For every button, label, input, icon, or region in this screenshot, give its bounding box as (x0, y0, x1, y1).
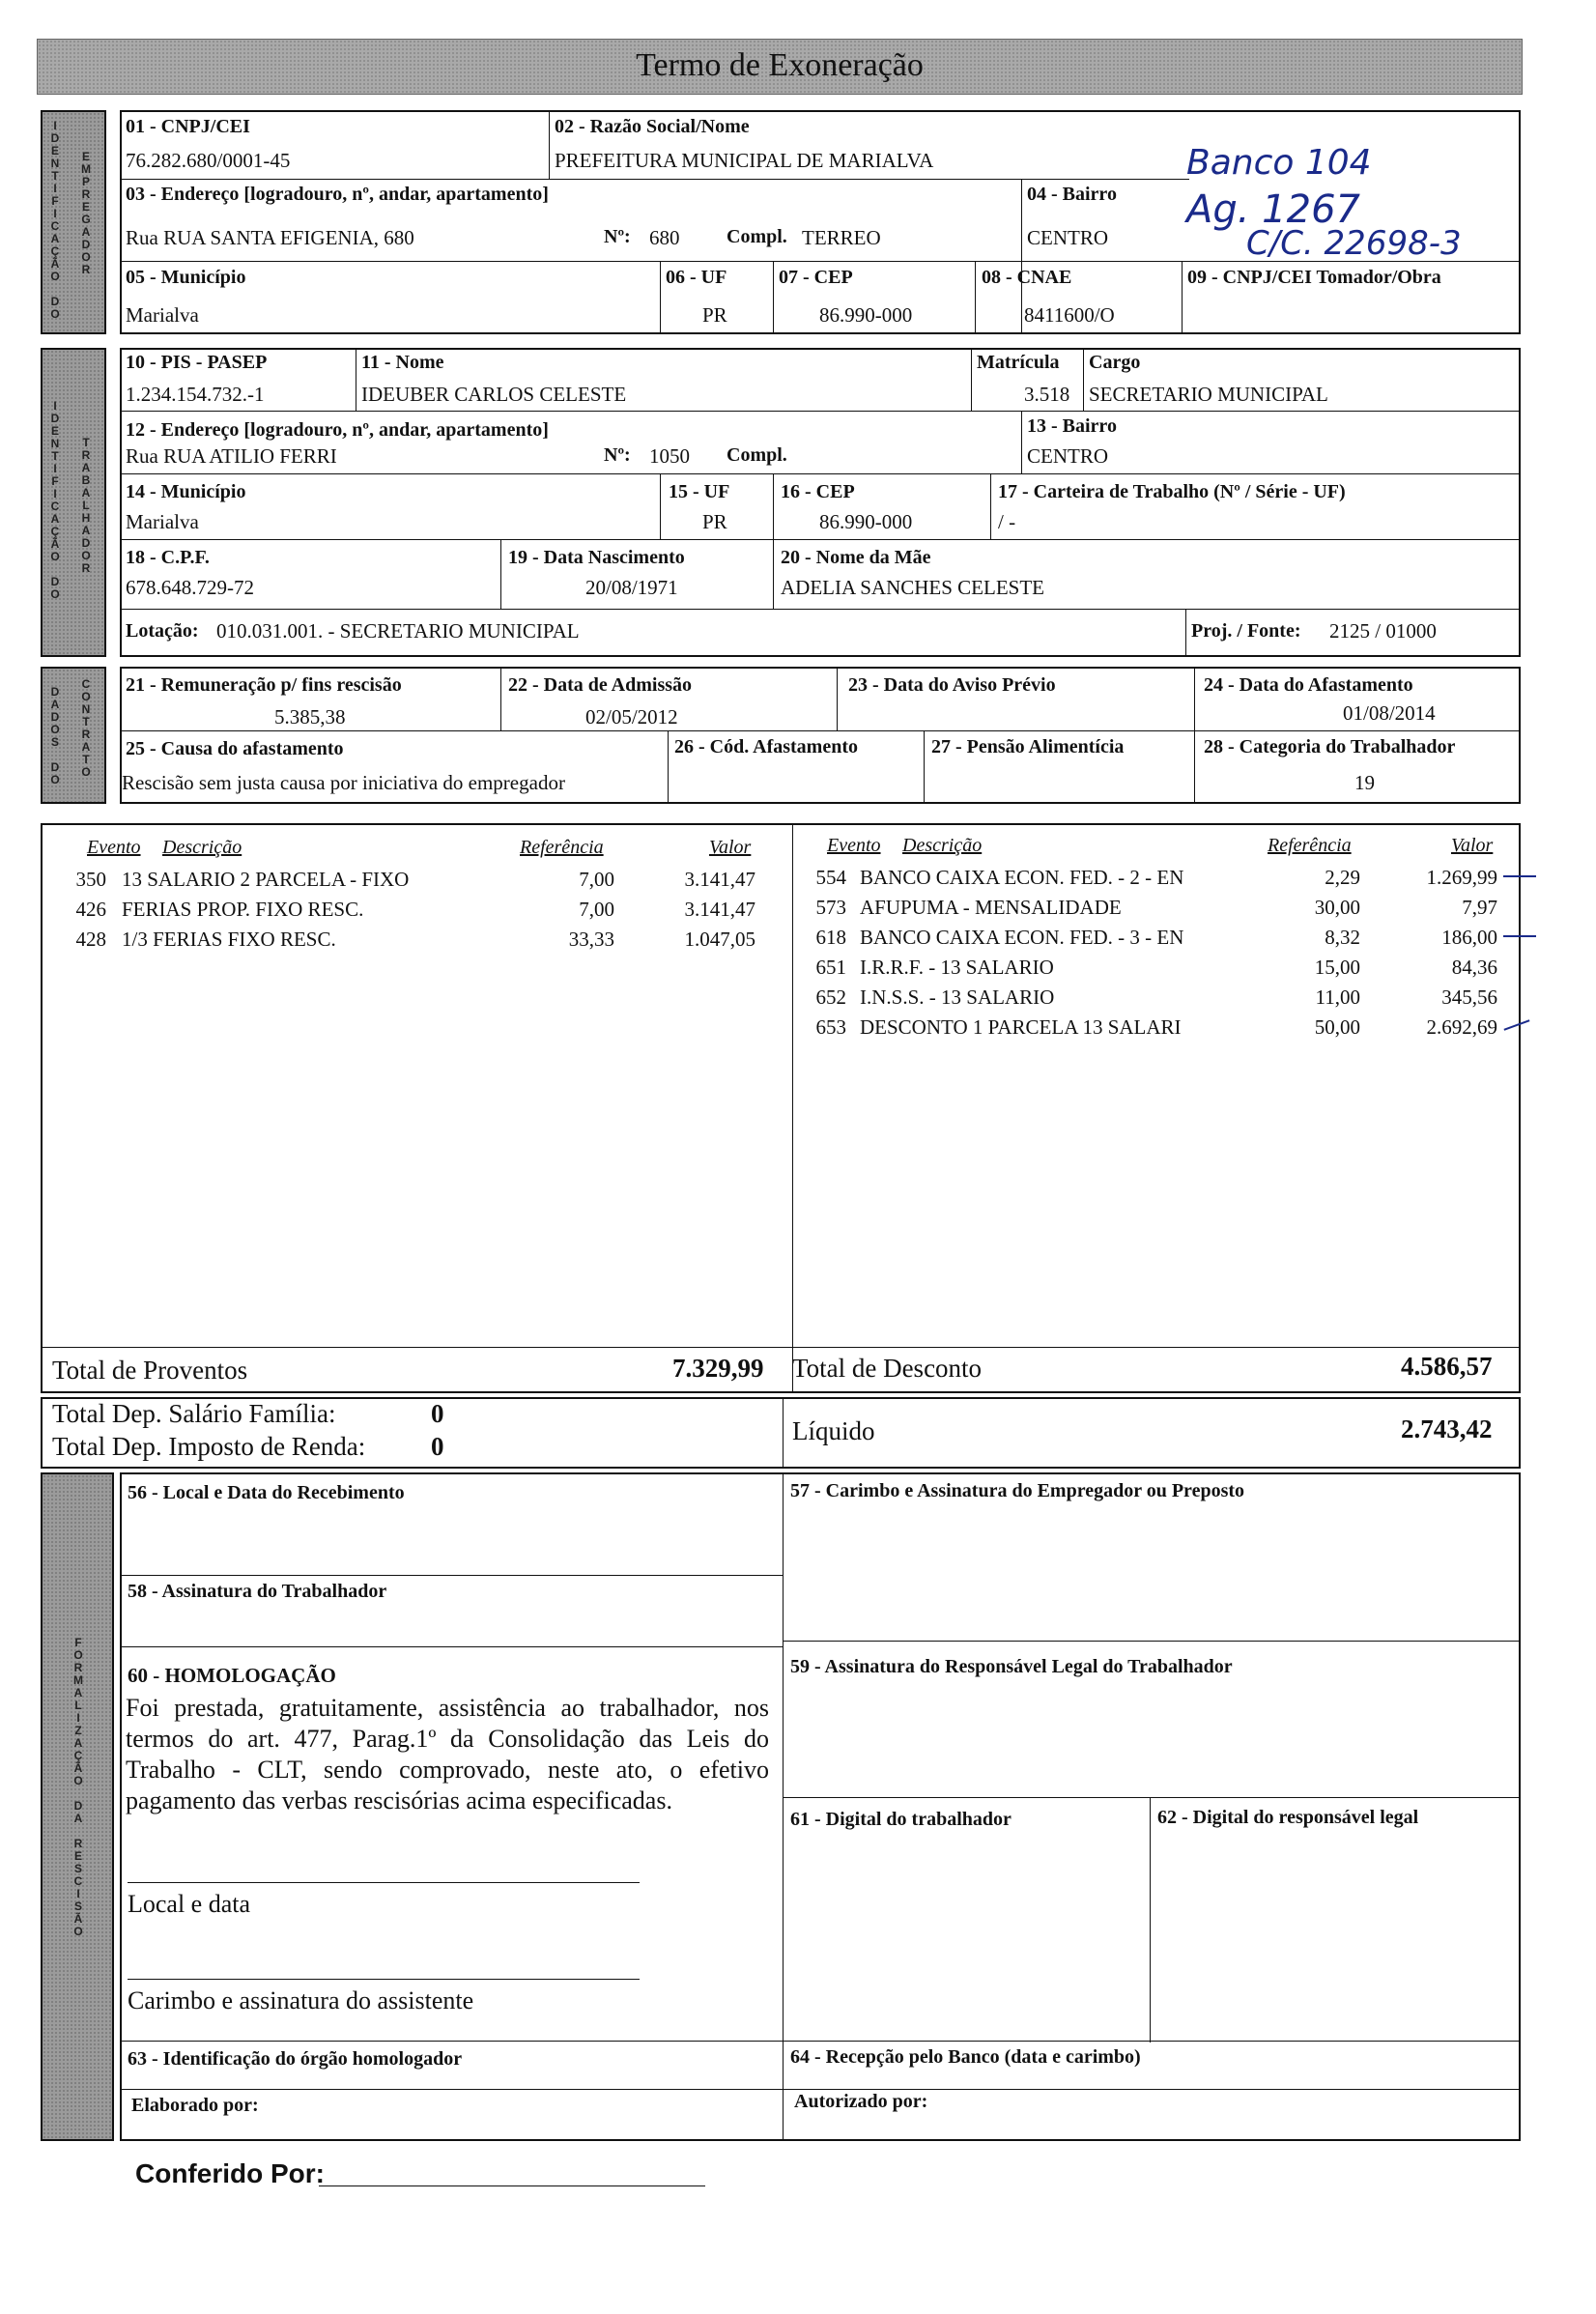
afast-value: 01/08/2014 (1343, 701, 1436, 725)
handwritten-bank: Banco 104 (1186, 143, 1372, 183)
provento-evento: 350 (75, 868, 106, 891)
desconto-valor: 84,36 (1451, 956, 1497, 979)
provento-evento: 428 (75, 928, 106, 951)
provento-descricao: 1/3 FERIAS FIXO RESC. (122, 928, 336, 951)
familia-value: 0 (431, 1399, 444, 1428)
worker-compl-label: Compl. (727, 444, 787, 466)
descontos-header-descricao: Descrição (902, 835, 983, 856)
proj-label: Proj. / Fonte: (1191, 620, 1301, 642)
handwritten-agency: Ag. 1267 (1186, 187, 1360, 232)
worker-bairro-label: 13 - Bairro (1027, 415, 1117, 437)
causa-label: 25 - Causa do afastamento (126, 738, 344, 759)
f61-label: 61 - Digital do trabalhador (790, 1809, 1012, 1830)
local-data-line (128, 1882, 640, 1883)
desconto-descricao: AFUPUMA - MENSALIDADE (860, 896, 1122, 919)
desconto-referencia: 15,00 (1314, 956, 1360, 979)
provento-referencia: 7,00 (579, 898, 614, 921)
employer-municipio-value: Marialva (126, 303, 199, 327)
provento-valor: 3.141,47 (684, 898, 755, 921)
conferido-label: Conferido Por: (135, 2158, 325, 2188)
cnpj-value: 76.282.680/0001-45 (126, 149, 291, 172)
ctps-label: 17 - Carteira de Trabalho (Nº / Série - UF) (998, 481, 1346, 502)
ctps-value: / - (998, 510, 1016, 533)
worker-uf-value: PR (702, 510, 727, 533)
razao-value: PREFEITURA MUNICIPAL DE MARIALVA (555, 149, 934, 172)
title-bar (37, 39, 1523, 95)
afast-label: 24 - Data do Afastamento (1204, 674, 1413, 696)
employer-endereco-label: 03 - Endereço [logradouro, nº, andar, apartamento] (126, 184, 549, 205)
remun-label: 21 - Remuneração p/ fins rescisão (126, 674, 402, 696)
mae-value: ADELIA SANCHES CELESTE (781, 576, 1044, 599)
desconto-evento: 554 (815, 866, 846, 889)
nome-value: IDEUBER CARLOS CELESTE (361, 383, 627, 406)
nasc-value: 20/08/1971 (585, 576, 678, 599)
mae-label: 20 - Nome da Mãe (781, 547, 931, 568)
desconto-evento: 652 (815, 986, 846, 1009)
lotacao-label: Lotação: (126, 620, 199, 642)
conferido-line (319, 2185, 705, 2186)
employer-uf-value: PR (702, 303, 727, 327)
contract-side-panel: D A D O S D O C O N T R A T O (41, 667, 106, 804)
f63-label: 63 - Identificação do órgão homologador (128, 2048, 463, 2070)
carimbo-label: Carimbo e assinatura do assistente (128, 1986, 474, 2014)
provento-valor: 3.141,47 (684, 868, 755, 891)
descontos-header-valor: Valor (1451, 835, 1494, 856)
liquido-label: Líquido (792, 1416, 875, 1445)
desconto-valor: 7,97 (1462, 896, 1497, 919)
ir-value: 0 (431, 1432, 444, 1461)
cargo-value: SECRETARIO MUNICIPAL (1089, 383, 1328, 406)
provento-valor: 1.047,05 (684, 928, 755, 951)
local-data-label: Local e data (128, 1890, 251, 1918)
ir-label: Total Dep. Imposto de Renda: (52, 1432, 366, 1461)
admissao-label: 22 - Data de Admissão (508, 674, 693, 696)
nasc-label: 19 - Data Nascimento (508, 547, 685, 568)
employer-side-panel: I D E N T I F I C A Ç Ã O D O E M P R E G A D O R (41, 110, 106, 334)
cnpj-label: 01 - CNPJ/CEI (126, 116, 250, 137)
worker-municipio-value: Marialva (126, 510, 199, 533)
provento-referencia: 7,00 (579, 868, 614, 891)
desconto-evento: 573 (815, 896, 846, 919)
razao-label: 02 - Razão Social/Nome (555, 116, 750, 137)
descontos-header-referencia: Referência (1268, 835, 1352, 856)
worker-side-panel: I D E N T I F I C A Ç Ã O D O T R A B A L H A D O R (41, 348, 106, 657)
desconto-descricao: BANCO CAIXA ECON. FED. - 2 - EN (860, 866, 1184, 889)
f59-label: 59 - Assinatura do Responsável Legal do Trabalhador (790, 1656, 1233, 1677)
desconto-referencia: 50,00 (1314, 1015, 1360, 1039)
desconto-valor: 2.692,69 (1426, 1015, 1497, 1039)
total-proventos-value: 7.329,99 (672, 1354, 764, 1383)
worker-cep-value: 86.990-000 (819, 510, 913, 533)
worker-numero-label: Nº: (604, 444, 631, 466)
cnae-value: 8411600/O (1024, 303, 1115, 327)
f57-label: 57 - Carimbo e Assinatura do Empregador ou Preposto (790, 1480, 1245, 1501)
matricula-label: Matrícula (977, 352, 1060, 373)
admissao-value: 02/05/2012 (585, 705, 678, 728)
cpf-value: 678.648.729-72 (126, 576, 254, 599)
matricula-value: 3.518 (1024, 383, 1070, 406)
employer-cep-value: 86.990-000 (819, 303, 913, 327)
carimbo-line (128, 1979, 640, 1980)
proventos-header-evento: Evento (87, 837, 141, 858)
provento-evento: 426 (75, 898, 106, 921)
lotacao-value: 010.031.001. - SECRETARIO MUNICIPAL (216, 619, 580, 643)
familia-label: Total Dep. Salário Família: (52, 1399, 336, 1428)
employer-bairro-value: CENTRO (1027, 226, 1108, 249)
f64-label: 64 - Recepção pelo Banco (data e carimbo) (790, 2046, 1141, 2068)
pis-label: 10 - PIS - PASEP (126, 352, 268, 373)
desconto-evento: 618 (815, 926, 846, 949)
f56-label: 56 - Local e Data do Recebimento (128, 1482, 405, 1503)
categoria-label: 28 - Categoria do Trabalhador (1204, 736, 1456, 757)
f62-label: 62 - Digital do responsável legal (1157, 1807, 1419, 1828)
f60-label: 60 - HOMOLOGAÇÃO (128, 1664, 336, 1687)
provento-descricao: 13 SALARIO 2 PARCELA - FIXO (122, 868, 410, 891)
desconto-valor: 186,00 (1441, 926, 1497, 949)
cpf-label: 18 - C.P.F. (126, 547, 210, 568)
employer-numero-value: 680 (649, 226, 680, 249)
desconto-referencia: 11,00 (1315, 986, 1360, 1009)
employer-bairro-label: 04 - Bairro (1027, 184, 1117, 205)
autorizado-label: Autorizado por: (794, 2091, 928, 2112)
formalization-side-panel: F O R M A L I Z A Ç Ã O D A R E S C I S Ã O (41, 1472, 114, 2141)
employer-compl-label: Compl. (727, 226, 787, 247)
total-desconto-value: 4.586,57 (1401, 1352, 1493, 1381)
worker-cep-label: 16 - CEP (781, 481, 855, 502)
f58-label: 58 - Assinatura do Trabalhador (128, 1581, 387, 1602)
worker-bairro-value: CENTRO (1027, 444, 1108, 468)
employer-cep-label: 07 - CEP (779, 267, 853, 288)
proventos-header-descricao: Descrição (162, 837, 242, 858)
desconto-evento: 651 (815, 956, 846, 979)
desconto-descricao: BANCO CAIXA ECON. FED. - 3 - EN (860, 926, 1184, 949)
cargo-label: Cargo (1089, 352, 1141, 373)
worker-uf-label: 15 - UF (669, 481, 730, 502)
desconto-evento: 653 (815, 1015, 846, 1039)
causa-value: Rescisão sem justa causa por iniciativa do empregador (122, 771, 565, 794)
desconto-valor: 345,56 (1441, 986, 1497, 1009)
handwritten-account: C/C. 22698-3 (1246, 224, 1462, 263)
aviso-label: 23 - Data do Aviso Prévio (848, 674, 1056, 696)
desconto-valor: 1.269,99 (1426, 866, 1497, 889)
proj-value: 2125 / 01000 (1329, 619, 1437, 643)
employer-compl-value: TERREO (802, 226, 881, 249)
proventos-header-referencia: Referência (520, 837, 604, 858)
proventos-header-valor: Valor (709, 837, 752, 858)
employer-numero-label: Nº: (604, 226, 631, 247)
total-proventos-label: Total de Proventos (52, 1356, 248, 1385)
desconto-descricao: I.R.R.F. - 13 SALARIO (860, 956, 1054, 979)
pis-value: 1.234.154.732.-1 (126, 383, 265, 406)
liquido-value: 2.743,42 (1401, 1414, 1493, 1443)
desconto-referencia: 30,00 (1314, 896, 1360, 919)
worker-municipio-label: 14 - Município (126, 481, 246, 502)
desconto-descricao: I.N.S.S. - 13 SALARIO (860, 986, 1055, 1009)
employer-endereco-value: Rua RUA SANTA EFIGENIA, 680 (126, 226, 414, 249)
page-title: Termo de Exoneração (636, 47, 924, 83)
tomador-label: 09 - CNPJ/CEI Tomador/Obra (1187, 267, 1441, 288)
pensao-label: 27 - Pensão Alimentícia (931, 736, 1125, 757)
remun-value: 5.385,38 (274, 705, 346, 728)
total-desconto-label: Total de Desconto (792, 1354, 983, 1383)
provento-referencia: 33,33 (568, 928, 614, 951)
worker-numero-value: 1050 (649, 444, 690, 468)
employer-uf-label: 06 - UF (666, 267, 727, 288)
homolog-text: Foi prestada, gratuitamente, assistência ao trabalhador, nos termos do art. 477, Parag.1º da Consolidação das Leis do Trabalho - CLT, sendo comprovado, neste ato, o efetivo pagamento das verbas rescisórias acima especificadas. (126, 1694, 769, 1814)
elaborado-label: Elaborado por: (131, 2095, 259, 2116)
descontos-header-evento: Evento (827, 835, 881, 856)
provento-descricao: FERIAS PROP. FIXO RESC. (122, 898, 364, 921)
categoria-value: 19 (1354, 771, 1375, 794)
nome-label: 11 - Nome (361, 352, 444, 373)
employer-municipio-label: 05 - Município (126, 267, 246, 288)
desconto-descricao: DESCONTO 1 PARCELA 13 SALARI (860, 1015, 1182, 1039)
cnae-label: 08 - CNAE (982, 267, 1072, 288)
desconto-referencia: 8,32 (1325, 926, 1360, 949)
desconto-referencia: 2,29 (1325, 866, 1360, 889)
worker-endereco-value: Rua RUA ATILIO FERRI (126, 444, 337, 468)
worker-endereco-label: 12 - Endereço [logradouro, nº, andar, apartamento] (126, 419, 549, 441)
cod-afast-label: 26 - Cód. Afastamento (674, 736, 858, 757)
